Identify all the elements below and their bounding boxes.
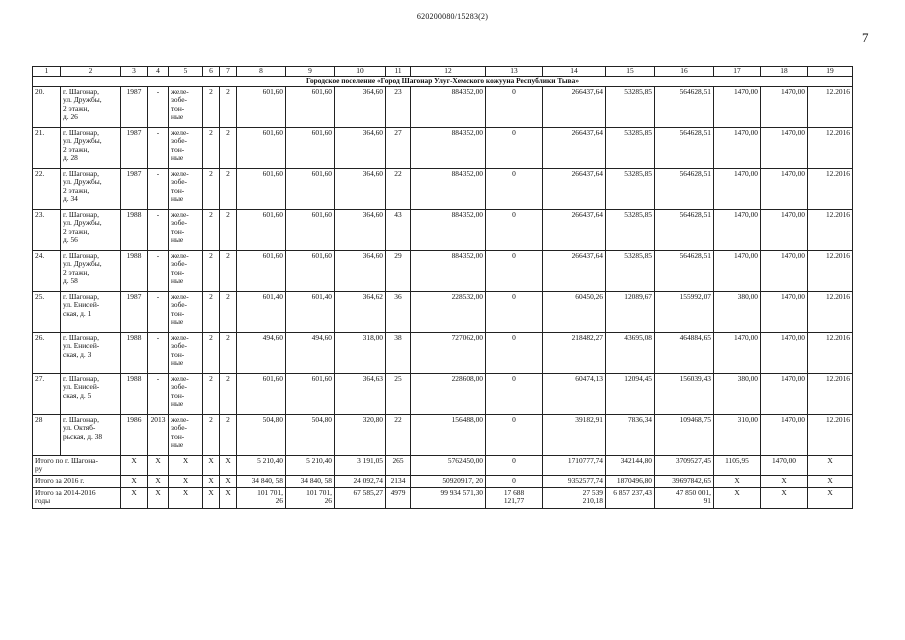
table-row: [33, 374, 853, 415]
column-header: 4: [148, 67, 169, 77]
table-cell: -: [148, 87, 169, 128]
table-cell: 36: [386, 292, 411, 333]
table-cell: 266437,64: [543, 169, 606, 210]
table-cell: 2: [220, 87, 237, 128]
total-cell: 265: [386, 456, 411, 476]
table-row: [33, 415, 853, 456]
table-cell: г. Шагонар, ул. Енисей- ская, д. 3: [61, 333, 121, 374]
table-cell: желе- зобе- тон- ные: [169, 169, 203, 210]
table-cell: 380,00: [714, 292, 761, 333]
table-cell: 0: [486, 87, 543, 128]
table-cell: 364,63: [335, 374, 386, 415]
total-cell: X: [220, 456, 237, 476]
table-cell: 2: [203, 87, 220, 128]
total-label: Итого по г. Шагона- ру: [33, 456, 121, 476]
column-header: 5: [169, 67, 203, 77]
total-cell: 34 840, 58: [286, 475, 335, 487]
table-cell: 364,60: [335, 210, 386, 251]
total-cell: 1470,00: [761, 456, 808, 476]
table-cell: 1470,00: [761, 415, 808, 456]
table-cell: г. Шагонар, ул. Дружбы, 2 этажн, д. 28: [61, 128, 121, 169]
table-cell: -: [148, 128, 169, 169]
table-cell: желе- зобе- тон- ные: [169, 374, 203, 415]
table-cell: 2: [203, 374, 220, 415]
table-cell: 43695,08: [606, 333, 655, 374]
table-cell: 24.: [33, 251, 61, 292]
total-cell: 34 840, 58: [237, 475, 286, 487]
table-cell: 364,60: [335, 169, 386, 210]
table-cell: 601,60: [237, 128, 286, 169]
table-cell: 1988: [121, 210, 148, 251]
total-cell: X: [169, 487, 203, 508]
table-cell: 1988: [121, 251, 148, 292]
table-cell: г. Шагонар, ул. Енисей- ская, д. 1: [61, 292, 121, 333]
column-header: 12: [411, 67, 486, 77]
total-cell: X: [808, 475, 853, 487]
table-cell: 2013: [148, 415, 169, 456]
table-cell: 60450,26: [543, 292, 606, 333]
page-number: 7: [862, 30, 869, 45]
total-cell: X: [714, 487, 761, 508]
document-id: 620200080/15283(2): [416, 12, 489, 21]
total-cell: X: [148, 475, 169, 487]
total-cell: 27 539 210,18: [543, 487, 606, 508]
total-cell: X: [121, 456, 148, 476]
table-cell: 1987: [121, 292, 148, 333]
column-header: 17: [714, 67, 761, 77]
table-cell: 1470,00: [761, 169, 808, 210]
total-cell: 3709527,45: [655, 456, 714, 476]
total-cell: X: [203, 475, 220, 487]
table-row: [33, 251, 853, 292]
table-cell: 564628,51: [655, 251, 714, 292]
total-cell: 39697842,65: [655, 475, 714, 487]
total-cell: 1710777,74: [543, 456, 606, 476]
total-cell: 0: [486, 475, 543, 487]
table-cell: 266437,64: [543, 87, 606, 128]
table-cell: 53285,85: [606, 251, 655, 292]
table-cell: 0: [486, 374, 543, 415]
table-cell: 27: [386, 128, 411, 169]
table-cell: 320,80: [335, 415, 386, 456]
table-cell: 1987: [121, 87, 148, 128]
table-row: [33, 210, 853, 251]
table-cell: 494,60: [237, 333, 286, 374]
total-cell: 9352577,74: [543, 475, 606, 487]
table-cell: 0: [486, 333, 543, 374]
table-cell: 504,80: [286, 415, 335, 456]
table-cell: 266437,64: [543, 128, 606, 169]
table-cell: 2: [220, 128, 237, 169]
total-cell: X: [714, 475, 761, 487]
table-cell: 109468,75: [655, 415, 714, 456]
table-cell: 884352,00: [411, 169, 486, 210]
table-cell: 601,60: [286, 210, 335, 251]
total-row: [33, 456, 853, 476]
table-cell: 380,00: [714, 374, 761, 415]
table-cell: 218482,27: [543, 333, 606, 374]
table-cell: 310,00: [714, 415, 761, 456]
table-cell: 12.2016: [808, 415, 853, 456]
table-cell: 2: [203, 210, 220, 251]
table-cell: -: [148, 374, 169, 415]
table-cell: 2: [220, 251, 237, 292]
total-cell: 5 210,40: [237, 456, 286, 476]
total-cell: 0: [486, 456, 543, 476]
table-cell: 1470,00: [714, 251, 761, 292]
housing-table: [32, 66, 853, 509]
table-cell: 156039,43: [655, 374, 714, 415]
table-cell: 601,60: [286, 128, 335, 169]
table-cell: 25: [386, 374, 411, 415]
table-cell: 601,60: [237, 374, 286, 415]
table-cell: 601,60: [237, 210, 286, 251]
table-cell: 228608,00: [411, 374, 486, 415]
table-cell: 60474,13: [543, 374, 606, 415]
column-header: 15: [606, 67, 655, 77]
column-header: 18: [761, 67, 808, 77]
total-cell: 17 688 121,77: [486, 487, 543, 508]
table-cell: 601,60: [237, 87, 286, 128]
table-cell: 1986: [121, 415, 148, 456]
total-cell: 47 850 001, 91: [655, 487, 714, 508]
table-cell: 2: [220, 169, 237, 210]
table-cell: 0: [486, 169, 543, 210]
table-cell: 884352,00: [411, 251, 486, 292]
column-header: 10: [335, 67, 386, 77]
table-cell: 53285,85: [606, 128, 655, 169]
table-cell: желе- зобе- тон- ные: [169, 251, 203, 292]
column-header: 14: [543, 67, 606, 77]
table-cell: 2: [203, 251, 220, 292]
table-cell: 12094,45: [606, 374, 655, 415]
table-cell: желе- зобе- тон- ные: [169, 333, 203, 374]
total-cell: X: [169, 456, 203, 476]
table-cell: 564628,51: [655, 87, 714, 128]
table-cell: 0: [486, 251, 543, 292]
table-cell: 1470,00: [761, 292, 808, 333]
table-cell: 884352,00: [411, 87, 486, 128]
table-cell: 601,40: [237, 292, 286, 333]
table-cell: 0: [486, 210, 543, 251]
table-cell: 12.2016: [808, 251, 853, 292]
table-cell: г. Шагонар, ул. Дружбы, 2 этажн, д. 56: [61, 210, 121, 251]
table-cell: 1470,00: [714, 210, 761, 251]
table-cell: 7836,34: [606, 415, 655, 456]
table-cell: 43: [386, 210, 411, 251]
total-cell: 5762450,00: [411, 456, 486, 476]
table-cell: 884352,00: [411, 210, 486, 251]
table-cell: 0: [486, 415, 543, 456]
total-cell: 50920917, 20: [411, 475, 486, 487]
total-cell: 67 585,27: [335, 487, 386, 508]
table-cell: 155992,07: [655, 292, 714, 333]
table-cell: 1470,00: [761, 210, 808, 251]
header-row: [33, 67, 853, 77]
total-label: Итого за 2016 г.: [33, 475, 121, 487]
table-cell: 0: [486, 128, 543, 169]
table-cell: 2: [203, 415, 220, 456]
table-cell: 22.: [33, 169, 61, 210]
table-cell: 266437,64: [543, 251, 606, 292]
column-header: 16: [655, 67, 714, 77]
column-header: 1: [33, 67, 61, 77]
total-cell: X: [148, 487, 169, 508]
table-cell: 25.: [33, 292, 61, 333]
table-cell: 27.: [33, 374, 61, 415]
total-label: Итого за 2014-2016 годы: [33, 487, 121, 508]
table-cell: 12.2016: [808, 169, 853, 210]
table-cell: 601,60: [286, 374, 335, 415]
table-cell: 26.: [33, 333, 61, 374]
table-cell: г. Шагонар, ул. Дружбы, 2 этажн, д. 26: [61, 87, 121, 128]
table-cell: 564628,51: [655, 128, 714, 169]
table-cell: 364,60: [335, 128, 386, 169]
table-cell: 318,00: [335, 333, 386, 374]
section-title: Городское поселение «Город Шагонар Улуг-Хемского кожууна Республики Тыва»: [33, 77, 853, 87]
total-cell: 101 701, 26: [286, 487, 335, 508]
table-cell: 20.: [33, 87, 61, 128]
total-cell: X: [203, 487, 220, 508]
table-row: [33, 128, 853, 169]
table-cell: 12.2016: [808, 374, 853, 415]
section-row: [33, 77, 853, 87]
table-cell: 601,60: [286, 169, 335, 210]
table-cell: 2: [203, 292, 220, 333]
table-cell: 2: [203, 333, 220, 374]
column-header: 8: [237, 67, 286, 77]
table-cell: 1987: [121, 169, 148, 210]
total-cell: X: [761, 475, 808, 487]
table-cell: 12.2016: [808, 128, 853, 169]
total-cell: X: [121, 475, 148, 487]
table-cell: 1988: [121, 333, 148, 374]
table-row: [33, 169, 853, 210]
total-cell: 2134: [386, 475, 411, 487]
table-cell: -: [148, 333, 169, 374]
table-cell: 21.: [33, 128, 61, 169]
table-cell: 12.2016: [808, 333, 853, 374]
total-cell: X: [220, 487, 237, 508]
table-cell: г. Шагонар, ул. Енисей- ская, д. 5: [61, 374, 121, 415]
table-cell: 494,60: [286, 333, 335, 374]
table-cell: 1470,00: [714, 87, 761, 128]
total-cell: X: [148, 456, 169, 476]
total-cell: 24 092,74: [335, 475, 386, 487]
table-cell: г. Шагонар, ул. Октяб- рьская, д. 38: [61, 415, 121, 456]
table-cell: 364,62: [335, 292, 386, 333]
table-row: [33, 87, 853, 128]
column-header: 3: [121, 67, 148, 77]
table-cell: 22: [386, 415, 411, 456]
table-cell: 1470,00: [761, 333, 808, 374]
table-cell: 2: [220, 333, 237, 374]
table-cell: 266437,64: [543, 210, 606, 251]
table-cell: 564628,51: [655, 210, 714, 251]
table-cell: 601,60: [286, 87, 335, 128]
table-cell: 12.2016: [808, 87, 853, 128]
table-cell: 53285,85: [606, 87, 655, 128]
table-cell: 464884,65: [655, 333, 714, 374]
table-cell: 0: [486, 292, 543, 333]
table-cell: 12.2016: [808, 210, 853, 251]
table-cell: 601,60: [237, 169, 286, 210]
total-row: [33, 475, 853, 487]
table-cell: 39182,91: [543, 415, 606, 456]
total-cell: 101 701, 26: [237, 487, 286, 508]
column-header: 11: [386, 67, 411, 77]
table-cell: желе- зобе- тон- ные: [169, 87, 203, 128]
table-cell: 1470,00: [714, 169, 761, 210]
table-cell: 2: [203, 169, 220, 210]
total-cell: X: [808, 487, 853, 508]
table-cell: 601,60: [286, 251, 335, 292]
table-cell: 364,60: [335, 87, 386, 128]
table-cell: 601,60: [237, 251, 286, 292]
table-cell: 2: [203, 128, 220, 169]
table-cell: 53285,85: [606, 169, 655, 210]
table-cell: 23: [386, 87, 411, 128]
total-cell: X: [761, 487, 808, 508]
table-cell: желе- зобе- тон- ные: [169, 210, 203, 251]
total-cell: 3 191,05: [335, 456, 386, 476]
table-cell: 601,40: [286, 292, 335, 333]
table-cell: желе- зобе- тон- ные: [169, 415, 203, 456]
table-cell: -: [148, 251, 169, 292]
table-cell: 2: [220, 292, 237, 333]
table-cell: 1470,00: [761, 87, 808, 128]
total-cell: X: [121, 487, 148, 508]
table-cell: 1470,00: [714, 333, 761, 374]
column-header: 9: [286, 67, 335, 77]
total-cell: 6 857 237,43: [606, 487, 655, 508]
table-cell: 12089,67: [606, 292, 655, 333]
column-header: 2: [61, 67, 121, 77]
column-header: 13: [486, 67, 543, 77]
total-cell: 99 934 571,30: [411, 487, 486, 508]
table-cell: 364,60: [335, 251, 386, 292]
table-cell: 884352,00: [411, 128, 486, 169]
table-cell: 38: [386, 333, 411, 374]
total-cell: 4979: [386, 487, 411, 508]
table-cell: 2: [220, 415, 237, 456]
column-header: 19: [808, 67, 853, 77]
table-cell: 12.2016: [808, 292, 853, 333]
table-row: [33, 292, 853, 333]
total-row: [33, 487, 853, 508]
total-cell: X: [220, 475, 237, 487]
table-cell: 727062,00: [411, 333, 486, 374]
total-cell: X: [169, 475, 203, 487]
table-cell: 2: [220, 210, 237, 251]
total-cell: 342144,80: [606, 456, 655, 476]
table-cell: 22: [386, 169, 411, 210]
total-cell: 1105,95: [714, 456, 761, 476]
table-cell: 1470,00: [761, 374, 808, 415]
table-row: [33, 333, 853, 374]
table-cell: желе- зобе- тон- ные: [169, 292, 203, 333]
table-cell: 1987: [121, 128, 148, 169]
table-cell: -: [148, 169, 169, 210]
table-cell: 2: [220, 374, 237, 415]
table-cell: 29: [386, 251, 411, 292]
table-cell: г. Шагонар, ул. Дружбы, 2 этажн, д. 34: [61, 169, 121, 210]
column-header: 6: [203, 67, 220, 77]
table-cell: 1470,00: [761, 128, 808, 169]
table-cell: 564628,51: [655, 169, 714, 210]
table-cell: 1470,00: [761, 251, 808, 292]
table-cell: 53285,85: [606, 210, 655, 251]
table-cell: -: [148, 210, 169, 251]
table-cell: 504,80: [237, 415, 286, 456]
table-cell: 228532,00: [411, 292, 486, 333]
table-cell: 1470,00: [714, 128, 761, 169]
table-cell: желе- зобе- тон- ные: [169, 128, 203, 169]
table-cell: г. Шагонар, ул. Дружбы, 2 этажн, д. 58: [61, 251, 121, 292]
total-cell: X: [203, 456, 220, 476]
total-cell: 5 210,40: [286, 456, 335, 476]
table-cell: 1988: [121, 374, 148, 415]
column-header: 7: [220, 67, 237, 77]
total-cell: X: [808, 456, 853, 476]
table-cell: 28: [33, 415, 61, 456]
total-cell: 1870496,80: [606, 475, 655, 487]
table-cell: 156488,00: [411, 415, 486, 456]
table-cell: -: [148, 292, 169, 333]
table-cell: 23.: [33, 210, 61, 251]
